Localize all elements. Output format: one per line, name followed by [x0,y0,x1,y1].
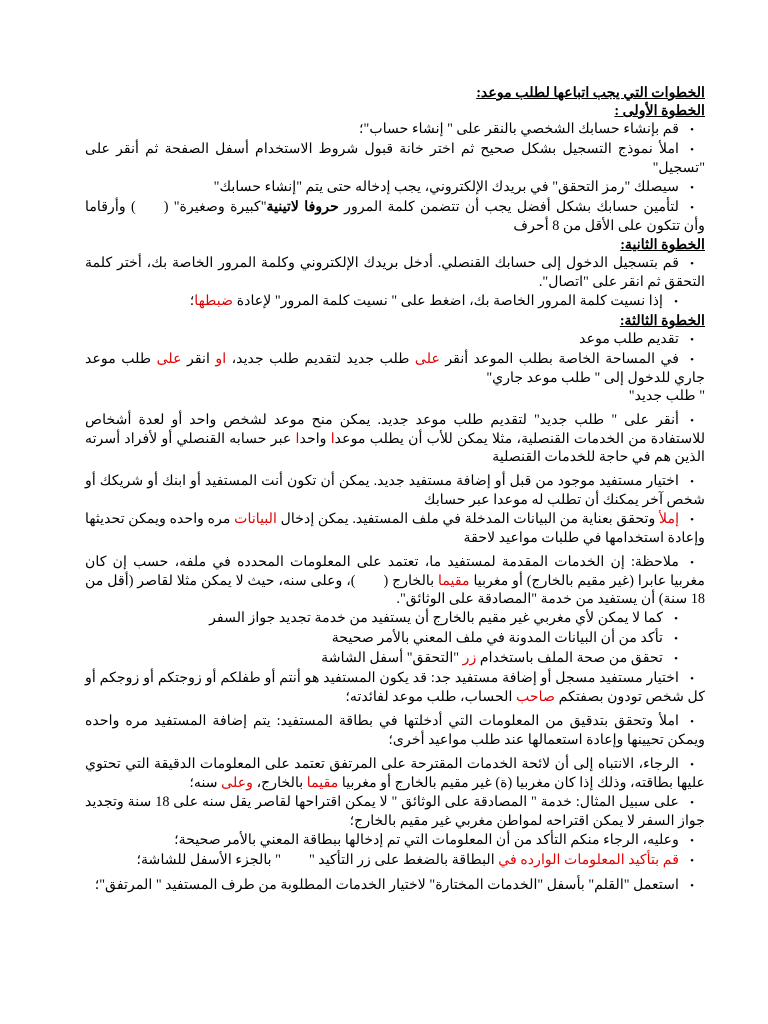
step-1-list [85,120,705,235]
text-run: على [156,351,182,367]
step-3-heading: الخطوة الثالثة: [619,313,705,329]
list-item [85,649,705,668]
text-run: قم بتأكيد المعلومات الوارده في [498,852,679,868]
step-1-heading: الخطوة الأولى : [614,103,705,119]
text-run: ملاحظة: إن الخدمات المقدمة لمستفيد ما، تعتمد على المعلومات المحدده في ملفه، حسب إن كان مغربيا عابرا (غير مقيم بالخارج) أو مغربيا [85,554,706,589]
list-item [85,198,705,235]
text-run: لاتينية [266,199,299,215]
text-run: الحساب، طلب موعد لفائدته؛ [345,689,513,705]
list-item: • استعمل "القلم" بأسفل "الخدمات المختارة" لاختيار الخدمات المطلوبة من طرف المستفيد " المرتفق"؛ [85,876,705,895]
step-2-heading: الخطوة الثانية: [620,237,705,253]
text-run: الرجاء، الانتباه إلى أن لائحة الخدمات المقترحة على المرتفق تعتمد على المعلومات الدقيقة التي تحتوي عليها بطاقته، وذلك إذا كان مغربيا (ة) غير مقيم بالخارج أو مغربيا [85,756,705,791]
list-item: • كما لا يمكن لأي مغربي غير مقيم بالخارج أن يستفيد من خدمة تجديد جواز السفر [85,609,705,628]
list-item [85,755,705,792]
text-run: مقيما [306,775,339,791]
text-run: مره واحده ويمكن تحديثها وإعادة استخدامها في طلبات مواعيد لاحقة [85,511,705,546]
list-item [85,350,705,405]
text-run: البيانات [234,511,277,527]
text-run: "كبيرة وصغيرة" ( [163,199,267,215]
text-run: مقيما [438,573,470,589]
list-item [85,669,705,706]
text-run: أنقر على " طلب جديد" لتقديم طلب موعد جديد. يمكن منح موعد لشخص واحد أو لعدة أشخاص للاستفادة من الخدمات القنصلية، مثلا يمكن للأب أن يطلب موعد [85,412,706,447]
text-run: " طلب جديد" [628,388,705,404]
text-run: اختيار مستفيد مسجل أو إضافة مستفيد جد: قد يكون المستفيد هو أنتم أو طفلكم أو زوجتكم أو زوجكم أو كل شخص تودون بصفتكم [85,670,705,705]
text-run: طلب موعد جاري للدخول إلى " طلب موعد جاري" [85,351,705,386]
text-run: " بالجزء الأسفل للشاشة؛ [136,852,281,868]
text-run: بالخارج ( [383,573,435,589]
document-title: الخطوات التي يجب اتباعها لطلب موعد: [476,85,705,101]
list-item: • املأ نموذج التسجيل بشكل صحيح ثم اختر خانة قبول شروط الاستخدام أسفل الصفحة ثم أنقر على "تسجيل" [85,140,705,177]
text-run: ) وأرقاما وأن تتكون على الأقل من 8 أحرف [85,199,705,234]
text-run: ضبطها [194,293,234,309]
text-run: او [215,351,227,367]
list-item [85,292,705,311]
list-item: • وعليه، الرجاء منكم التأكد من أن المعلومات التي تم إدخالها ببطاقة المعني بالأمر صحيحة؛ [85,831,705,850]
text-run: لتأمين حسابك بشكل أفضل يجب أن تتضمن كلمة المرور [344,199,680,215]
text-run: واحد [299,431,327,447]
text-run: زر [462,650,477,666]
text-run: صاحب [515,689,556,705]
text-run: ا [295,431,300,447]
text-run: وتحقق بعناية من البيانات المدخلة في ملف المستفيد. يمكن إدخال [280,511,656,527]
text-run: وعلى [221,775,254,791]
list-item: • تقديم طلب موعد [85,330,705,349]
list-item [85,510,705,547]
text-run: تحقق من صحة الملف باستخدام [479,650,663,666]
text-run: عبر حسابه القنصلي أو لأفراد أسرته الذين هم في حاجة للخدمات القنصلية [85,431,705,465]
text-run: إملأ [659,511,680,527]
document-page [85,84,705,896]
list-item [85,411,705,466]
step-3-list [85,330,705,895]
list-item [85,851,705,870]
step-2-list [85,254,705,311]
list-item: • اختيار مستفيد موجود من قبل أو إضافة مستفيد جديد. يمكن أن تكون أنت المستفيد أو ابنك أو شريكك أو شخص آخر يمكنك أن تطلب له موعدا عبر حسابك [85,472,705,509]
text-run: ؛ [189,293,195,309]
text-run: بالخارج، [256,775,304,791]
list-item: • قم بتسجيل الدخول إلى حسابك القنصلي. أدخل بريدك الإلكتروني وكلمة المرور الخاصة بك، أختر كلمة التحقق ثم انقر على "اتصال". [85,254,705,291]
text-run: انقر [187,351,210,367]
text-run: ا [330,431,335,447]
text-run: طلب جديد لتقديم طلب جديد، [231,351,410,367]
text-run: البطاقة بالضغط على زر التأكيد " [308,852,495,868]
list-item: • تأكد من أن البيانات المدونة في ملف المعني بالأمر صحيحة [85,629,705,648]
text-run: على [414,351,440,367]
text-run: إذا نسيت كلمة المرور الخاصة بك، اضغط على " نسيت كلمة المرور" لإعادة [236,293,663,309]
text-run: حروفا [304,199,339,215]
text-run: سنه؛ [189,775,218,791]
text-run: "التحقق" أسفل الشاشة [321,650,460,666]
text-run: في المساحة الخاصة بطلب الموعد أنقر [445,351,680,367]
list-item [85,553,705,608]
list-item: • سيصلك "رمز التحقق" في بريدك الإلكتروني، يجب إدخاله حتى يتم "إنشاء حسابك" [85,178,705,197]
list-item: • املأ وتحقق بتدقيق من المعلومات التي أدخلتها في بطاقة المستفيد: يتم إضافة المستفيد مره واحده ويمكن تحيينها وإعادة استعمالها عند طلب مواعيد أخرى؛ [85,712,705,749]
list-item: • قم بإنشاء حسابك الشخصي بالنقر على " إنشاء حساب"؛ [85,120,705,139]
list-item: • على سبيل المثال: خدمة " المصادقة على الوثائق " لا يمكن اقتراحها لقاصر يقل سنه على 18 سنة وتجديد جواز السفر لا يمكن اقتراحه لمواطن مغربي غير مقيم بالخارج؛ [85,793,705,830]
text-run: )، وعلى سنه، حيث لا يمكن مثلا لقاصر (أقل من 18 سنة) أن يستفيد من خدمة "المصادقة على الوثائق". [85,573,705,607]
